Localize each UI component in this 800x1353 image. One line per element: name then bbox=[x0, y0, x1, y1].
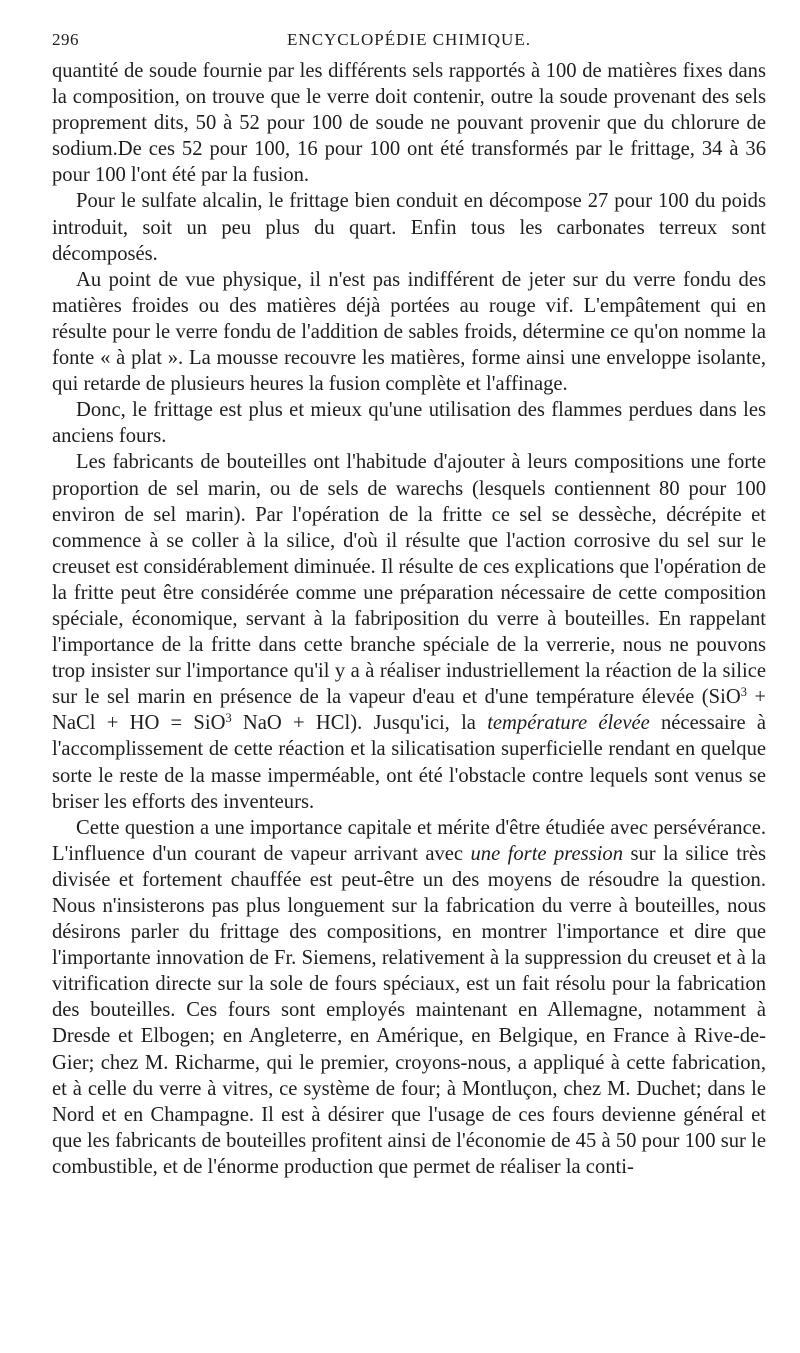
body-text bbox=[52, 58, 766, 1180]
paragraph-2 bbox=[52, 188, 766, 266]
paragraph-text: quantité de soude fournie par les différents sels rapportés à 100 de matières fixes dans la composition, on trouve que le verre doit contenir, outre la soude provenant des sels proprement dits, 50 à 52 pour 100 de soude ne pouvant provenir que du chlorure de sodium.De ces 52 pour 100, 16 pour 100 ont été transformés par le frittage, 34 à 36 pour 100 l'ont été par la fusion. bbox=[52, 60, 766, 187]
paragraph-text: Cette question a une importance capitale et mérite d'être étudiée avec persévérance. L'influence d'un courant de vapeur arrivant avec bbox=[52, 816, 766, 865]
paragraph-text: Pour le sulfate alcalin, le frittage bien conduit en décompose 27 pour 100 du poids introduit, soit un peu plus du quart. Enfin tous les carbonates terreux sont décomposés. bbox=[52, 190, 766, 265]
paragraph-text: nécessaire à l'accomplissement de cette réaction et la silicatisation superficielle rendant en quelque sorte le reste de la masse imperméable, ont été l'obstacle contre lequels sont venus se briser les efforts des inventeurs. bbox=[52, 712, 766, 813]
paragraph-1 bbox=[52, 58, 766, 188]
italic-emphasis: une forte pression bbox=[470, 842, 624, 865]
running-title: ENCYCLOPÉDIE CHIMIQUE. bbox=[287, 30, 531, 49]
paragraph-4 bbox=[52, 397, 766, 449]
paragraph-text: Au point de vue physique, il n'est pas indifférent de jeter sur du verre fondu des matières froides ou des matières déjà portées au rouge vif. L'empâtement qui en résulte pour le verre fondu de l'addition de sables froids, détermine ce qu'on nomme la fonte « à plat ». La mousse recouvre les matières, forme ainsi une enveloppe isolante, qui retarde de plusieurs heures la fusion complète et l'affinage. bbox=[52, 268, 766, 396]
superscript-3: 3 bbox=[225, 711, 232, 726]
paragraph-text: NaO + HCl). Jusqu'ici, la bbox=[231, 712, 488, 735]
running-head bbox=[52, 30, 766, 58]
paragraph-text: + NaCl + HO = SiO bbox=[52, 686, 767, 735]
paragraph-6 bbox=[52, 815, 766, 1180]
paragraph-text: Les fabricants de bouteilles ont l'habitude d'ajouter à leurs compositions une forte proportion de sel marin, ou de sels de warechs (lesquels contiennent 80 pour 100 environ de sel marin). Par l'opération de la fritte ce sel se dessèche, décrépite et commence à se coller à la silice, d'où il résulte que l'action corrosive du sel sur le creuset est considérablement diminuée. Il résulte de ces explications que l'opération de la fritte peut être considérée comme une préparation nécessaire de cette composition spéciale, économique, servant à la fabriposition du verre à bouteilles. En rappelant l'importance de la fritte dans cette branche spéciale de la verrerie, nous ne pouvons trop insister sur l'importance qu'il y a à réaliser industriellement la réaction de la silice sur le sel marin en présence de la vapeur d'eau et d'une température élevée (SiO bbox=[52, 451, 766, 709]
page-number: 296 bbox=[52, 30, 79, 49]
italic-emphasis: température élevée bbox=[487, 712, 650, 735]
paragraph-text: Donc, le frittage est plus et mieux qu'une utilisation des flammes perdues dans les anciens fours. bbox=[52, 399, 766, 448]
paragraph-5 bbox=[52, 449, 766, 814]
superscript-3: 3 bbox=[740, 685, 747, 700]
paragraph-3 bbox=[52, 267, 766, 397]
paragraph-text: sur la silice très divisée et fortement chauffée est peut-être un des moyens de résoudre la question. Nous n'insisterons pas plus longuement sur la fabrication du verre à bouteilles, nous désirons parler du frittage des compositions, en montrer l'importance et dire que l'importante innovation de Fr. Siemens, relativement à la suppression du creuset et à la vitrification directe sur la sole de fours spéciaux, est un fait résolu pour la fabrication des bouteilles. Ces fours sont employés maintenant en Allemagne, notamment à Dresde et Elbogen; en Angleterre, en Amérique, en Belgique, en France à Rive-de-Gier; chez M. Richarme, qui le premier, croyons-nous, a appliqué à cette fabrication, et à celle du verre à vitres, ce système de four; à Montluçon, chez M. Duchet; dans le Nord et en Champagne. Il est à désirer que l'usage de ces fours devienne général et que les fabricants de bouteilles profitent ainsi de l'économie de 45 à 50 pour 100 sur le combustible, et de l'énorme production que permet de réaliser la conti- bbox=[52, 842, 766, 1178]
